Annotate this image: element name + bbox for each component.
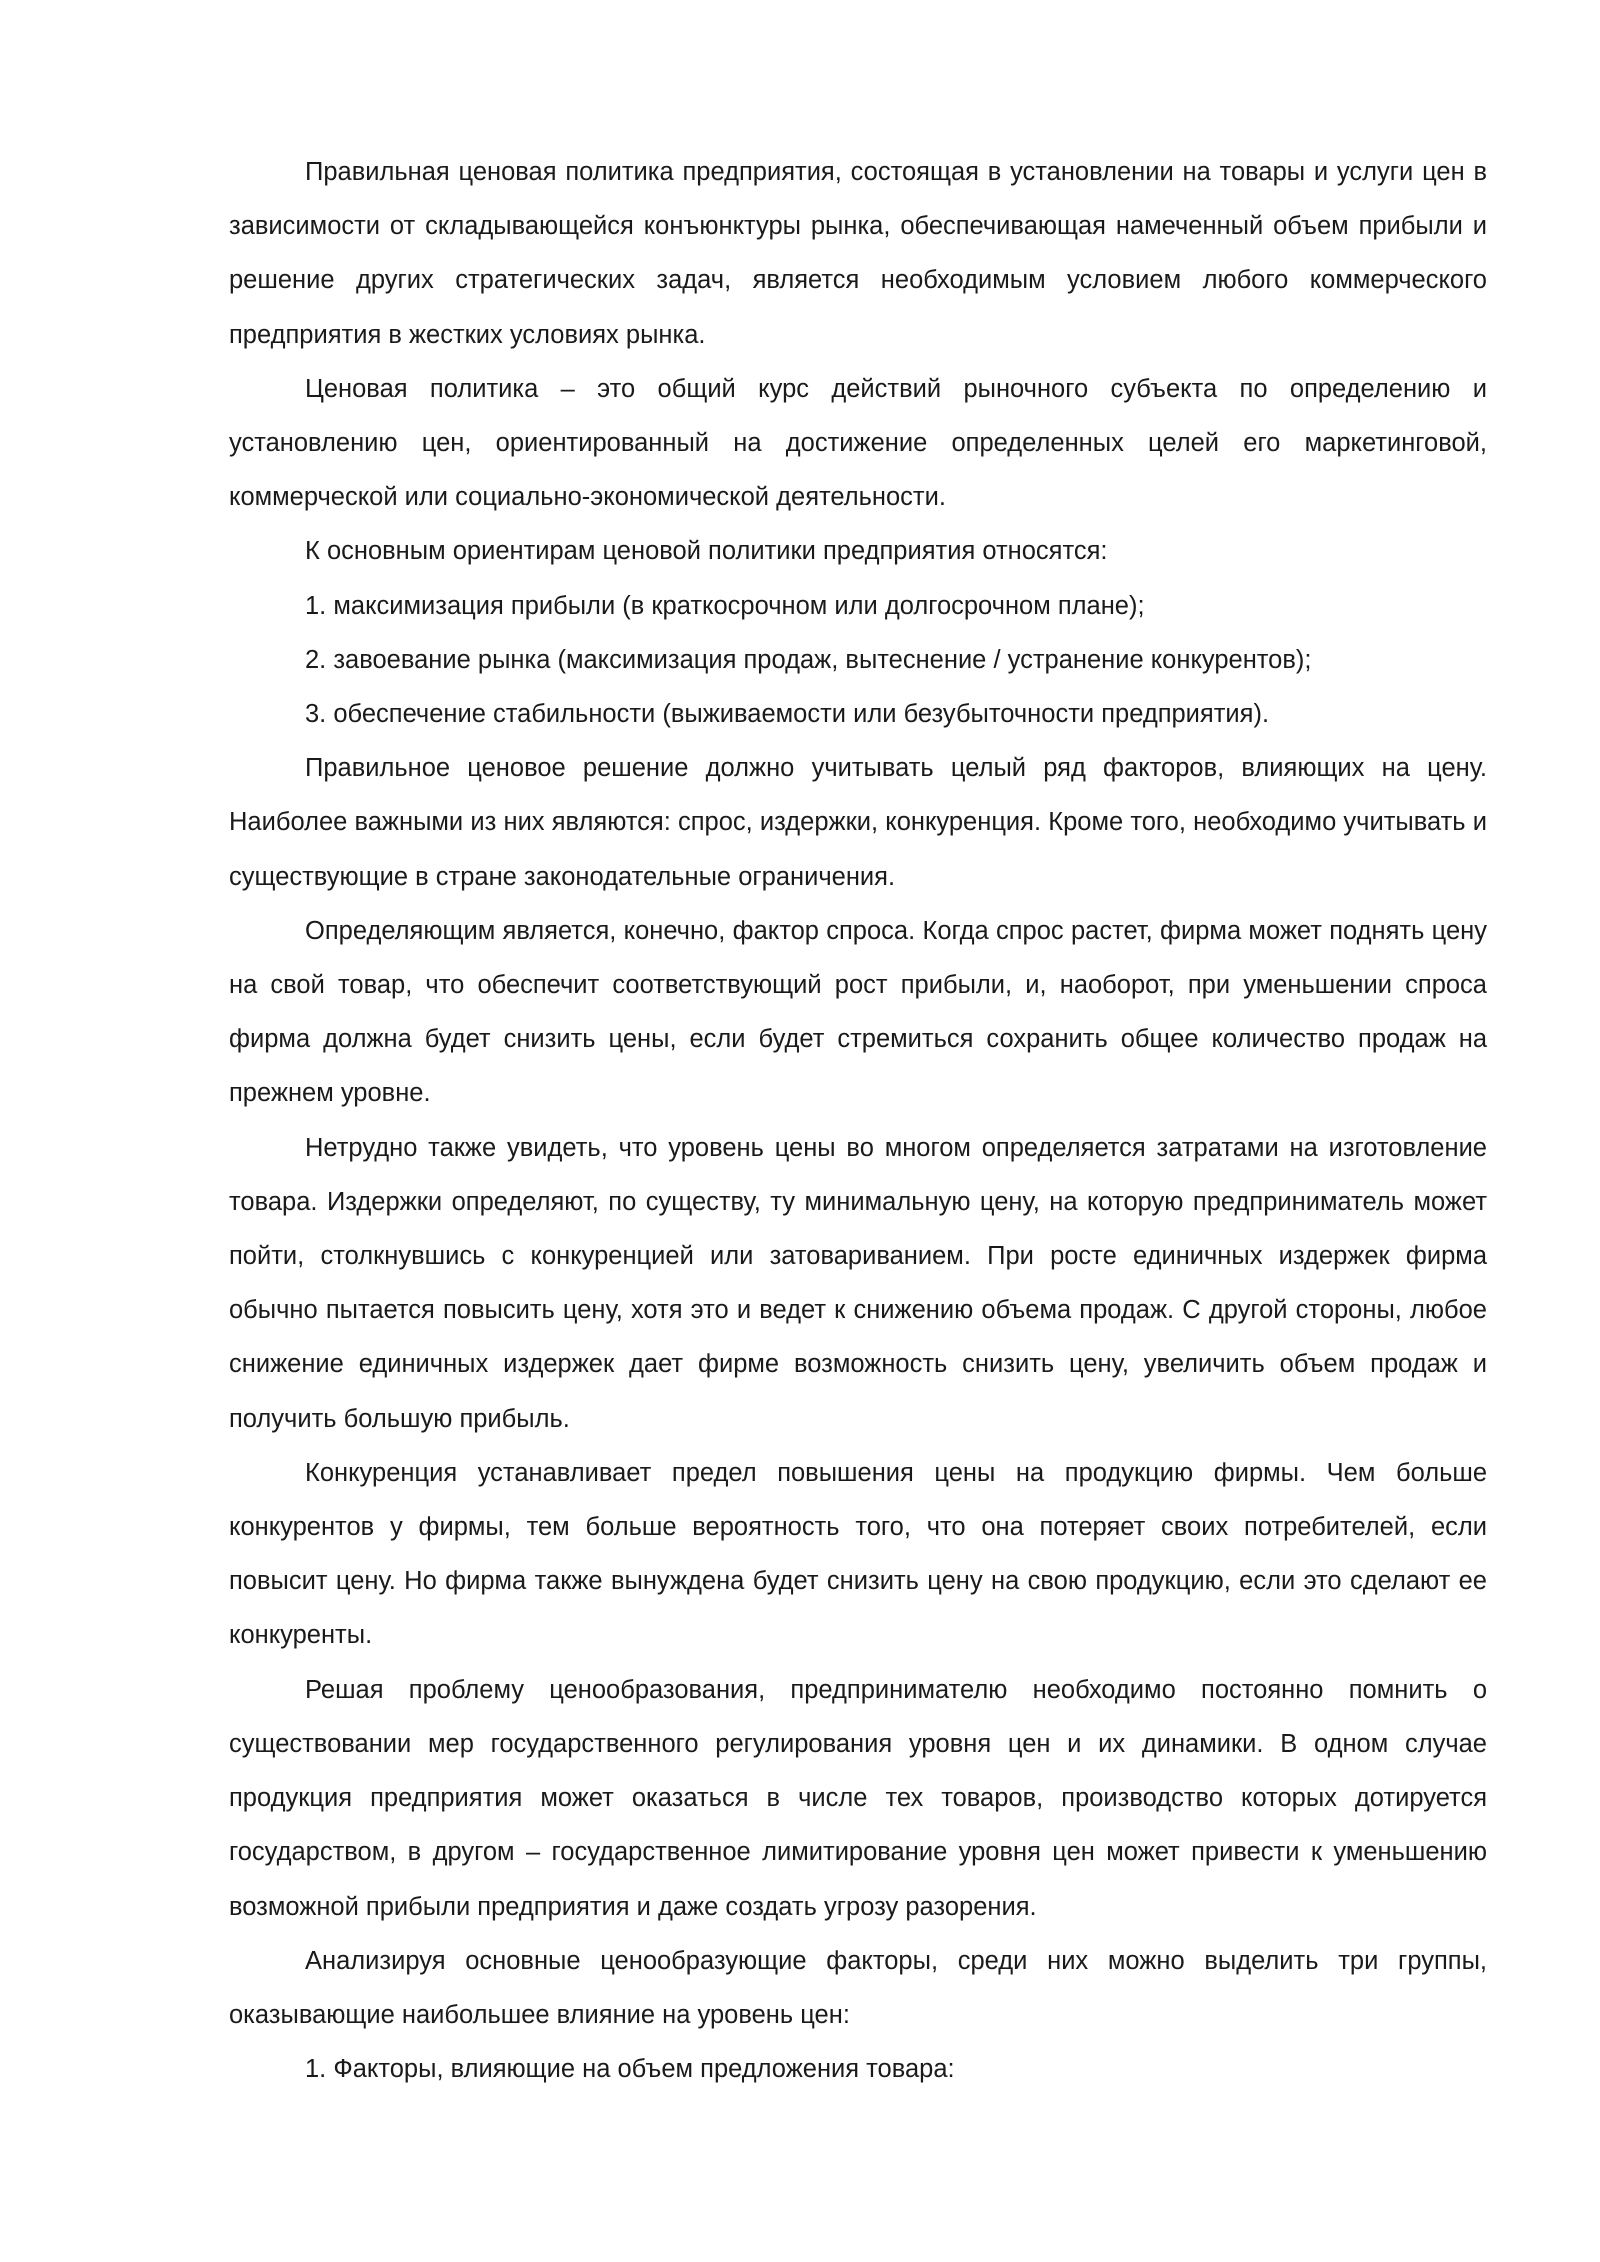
document-body: [229, 145, 1487, 2096]
paragraph-price-factors: Правильное ценовое решение должно учитывать целый ряд факторов, влияющих на цену. Наиболее важными из них являются: спрос, издержки, конкуренция. Кроме того, необходимо учитывать и существующие в стране законодательные ограничения.: [229, 754, 1487, 891]
paragraph-goals-heading: К основным ориентирам ценовой политики предприятия относятся:: [305, 537, 1108, 566]
list-item-goal-1: 1. максимизация прибыли (в краткосрочном или долгосрочном плане);: [305, 591, 1145, 620]
list-item-supply-factors: 1. Факторы, влияющие на объем предложения товара:: [305, 2055, 955, 2084]
paragraph-competition-factor: Конкуренция устанавливает предел повышения цены на продукцию фирмы. Чем больше конкурентов у фирмы, тем больше вероятность того, что она потеряет своих потребителей, если повысит цену. Но фирма также вынуждена будет снизить цену на свою продукцию, если это сделают ее конкуренты.: [229, 1458, 1487, 1650]
paragraph-state-regulation: Решая проблему ценообразования, предпринимателю необходимо постоянно помнить о существовании мер государственного регулирования уровня цен и их динамики. В одном случае продукция предприятия может оказаться в числе тех товаров, производство которых дотируется государством, в другом – государственное лимитирование уровня цен может привести к уменьшению возможной прибыли предприятия и даже создать угрозу разорения.: [229, 1675, 1487, 1921]
paragraph-factor-groups: Анализируя основные ценообразующие факторы, среди них можно выделить три группы, оказывающие наибольшее влияние на уровень цен:: [229, 1946, 1487, 2029]
paragraph-pricing-policy-definition: Ценовая политика – это общий курс действий рыночного субъекта по определению и установлению цен, ориентированный на достижение определенных целей его маркетинговой, коммерческой или социально-экономической деятельности.: [229, 374, 1487, 512]
paragraph-pricing-policy-intro: Правильная ценовая политика предприятия, состоящая в установлении на товары и услуги цен в зависимости от складывающейся конъюнктуры рынка, обеспечивающая намеченный объем прибыли и решение других стратегических задач, является необходимым условием любого коммерческого предприятия в жестких условиях рынка.: [229, 158, 1487, 349]
paragraph-cost-factor: Нетрудно также увидеть, что уровень цены во многом определяется затратами на изготовление товара. Издержки определяют, по существу, ту минимальную цену, на которую предприниматель может пойти, столкнувшись с конкуренцией или затовариванием. При росте единичных издержек фирма обычно пытается повысить цену, хотя это и ведет к снижению объема продаж. С другой стороны, любое снижение единичных издержек дает фирме возможность снизить цену, увеличить объем продаж и получить большую прибыль.: [229, 1133, 1487, 1433]
list-item-goal-2: 2. завоевание рынка (максимизация продаж, вытеснение / устранение конкурентов);: [305, 645, 1312, 674]
list-item-goal-3: 3. обеспечение стабильности (выживаемости или безубыточности предприятия).: [305, 700, 1270, 729]
paragraph-demand-factor: Определяющим является, конечно, фактор спроса. Когда спрос растет, фирма может поднять цену на свой товар, что обеспечит соответствующий рост прибыли, и, наоборот, при уменьшении спроса фирма должна будет снизить цены, если будет стремиться сохранить общее количество продаж на прежнем уровне.: [229, 916, 1487, 1108]
